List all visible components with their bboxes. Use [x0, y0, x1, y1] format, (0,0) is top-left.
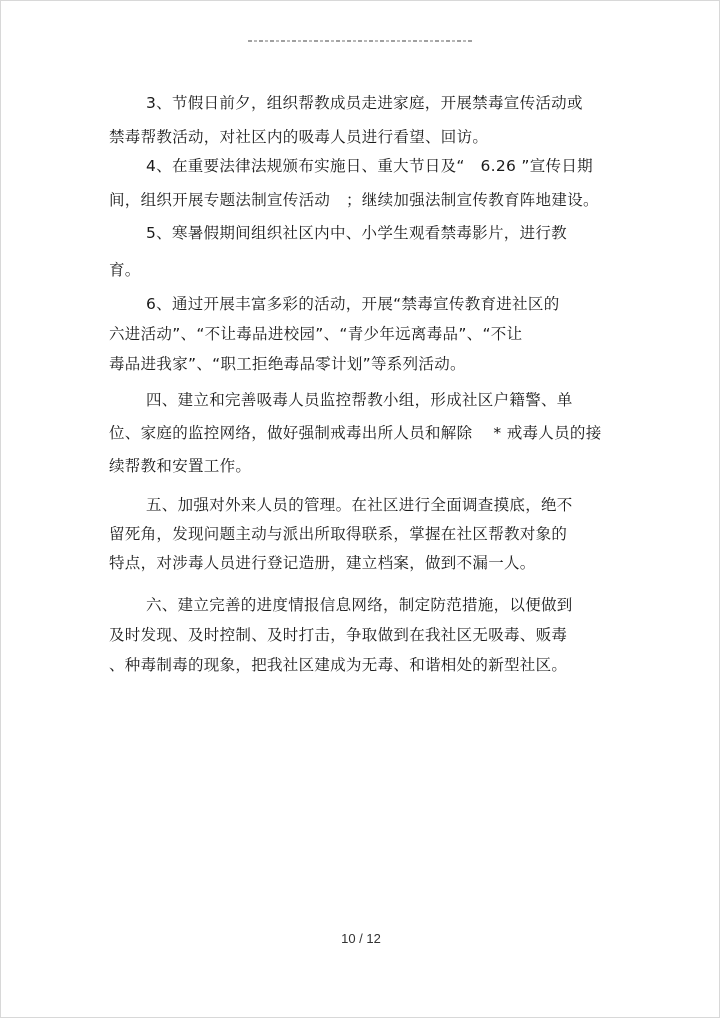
paragraph-6-line-3: 特点，对涉毒人员进行登记造册，建立档案，做到不漏一人。 — [109, 554, 536, 572]
paragraph-3-line-2: 育。 — [109, 261, 141, 279]
paragraph-2-line-1: 4、在重要法律法规颁布实施日、重大节日及“ 6.26 ”宣传日期 — [146, 157, 593, 175]
paragraph-4-line-3: 毒品进我家”、“职工拒绝毒品零计划”等系列活动。 — [109, 355, 466, 373]
paragraph-7-line-2: 及时发现、及时控制、及时打击，争取做到在我社区无吸毒、贩毒 — [109, 626, 568, 644]
paragraph-4-line-2: 六进活动”、“不让毒品进校园”、“青少年远离毒品”、“不让 — [109, 325, 523, 343]
paragraph-5-line-3: 续帮教和安置工作。 — [109, 457, 252, 475]
paragraph-1-line-2: 禁毒帮教活动，对社区内的吸毒人员进行看望、回访。 — [109, 128, 489, 146]
paragraph-7-line-1: 六、建立完善的进度情报信息网络，制定防范措施，以便做到 — [146, 596, 573, 614]
paragraph-6-line-1: 五、加强对外来人员的管理。在社区进行全面调查摸底，绝不 — [146, 496, 573, 514]
header-rule — [248, 40, 474, 42]
paragraph-3-line-1: 5、寒暑假期间组织社区内中、小学生观看禁毒影片，进行教 — [146, 224, 567, 242]
paragraph-5-line-2: 位、家庭的监控网络，做好强制戒毒出所人员和解除 * 戒毒人员的接 — [109, 424, 602, 442]
paragraph-5-line-1: 四、建立和完善吸毒人员监控帮教小组，形成社区户籍警、单 — [146, 391, 573, 409]
paragraph-2-line-2: 间，组织开展专题法制宣传活动 ；继续加强法制宣传教育阵地建设。 — [109, 191, 599, 209]
paragraph-6-line-2: 留死角，发现问题主动与派出所取得联系，掌握在社区帮教对象的 — [109, 525, 568, 543]
paragraph-1-line-1: 3、节假日前夕，组织帮教成员走进家庭，开展禁毒宣传活动或 — [146, 94, 583, 112]
paragraph-4-line-1: 6、通过开展丰富多彩的活动，开展“禁毒宣传教育进社区的 — [146, 295, 560, 313]
page-number: 10 / 12 — [341, 931, 381, 946]
paragraph-7-line-3: 、种毒制毒的现象，把我社区建成为无毒、和谐相处的新型社区。 — [109, 656, 568, 674]
